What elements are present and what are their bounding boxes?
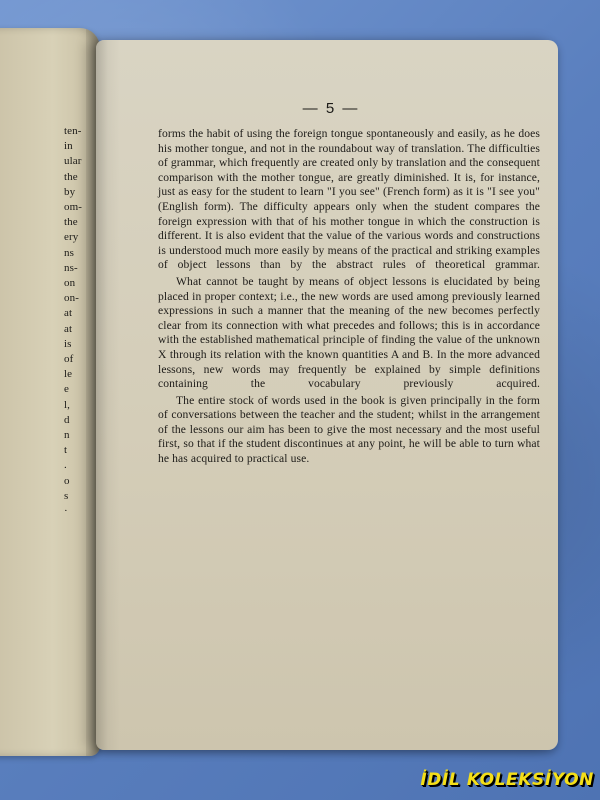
left-fragment: the bbox=[64, 216, 78, 229]
left-fragment: . bbox=[64, 459, 67, 472]
left-fragment: in bbox=[64, 140, 73, 153]
left-fragment: on bbox=[64, 277, 76, 290]
right-page bbox=[96, 40, 558, 750]
paragraph-3: The entire stock of words used in the book is given principally in the form of conversations between the teacher and the student; whilst in the arrangement of the lessons our aim has been to give the most necessary and the most useful first, so that if the student discontinues at any point, he will be able to turn what he has acquired to practical use. bbox=[158, 393, 540, 466]
watermark-text: İDİL KOLEKSİYON bbox=[420, 770, 594, 790]
left-fragment: om- bbox=[64, 201, 83, 214]
left-fragment: by bbox=[64, 185, 76, 198]
page-gutter-shadow bbox=[96, 40, 120, 750]
left-fragment: at bbox=[64, 322, 73, 335]
left-fragment: d bbox=[64, 413, 70, 426]
left-fragment: at bbox=[64, 307, 73, 320]
left-fragment: the bbox=[64, 170, 78, 183]
left-fragment: · bbox=[64, 505, 68, 518]
paragraph-1: forms the habit of using the foreign tongue spontaneously and easily, as he does his mother tongue, and not in the roundabout way of translation. The difficulties of grammar, which frequently are created only by translation and the consequent comparison with the mother tongue, are greatly diminished. It is, for instance, just as easy for the student to learn "I you see" (French form) as it is "I see you" (English form). The difficulty appears only when the student compares the foreign expression with that of his mother tongue in which the construction is different. It is also evident that the value of the various words and constructions is understood much more easily by means of the practical and striking examples of object lessons than by the abstract rules of theoretical grammar. bbox=[158, 127, 540, 272]
page-body-text bbox=[158, 127, 540, 467]
left-fragment: ten- bbox=[64, 125, 82, 137]
left-fragment: e bbox=[64, 383, 69, 396]
left-fragment: n bbox=[64, 429, 70, 442]
left-fragment: ns- bbox=[64, 261, 78, 274]
left-fragment: on- bbox=[64, 292, 79, 305]
left-fragment: o bbox=[64, 474, 70, 487]
left-fragment: is bbox=[64, 337, 72, 350]
left-page-text-fragments bbox=[64, 124, 94, 519]
left-fragment: ns bbox=[64, 246, 74, 259]
left-fragment: le bbox=[64, 368, 73, 381]
left-fragment: l, bbox=[64, 398, 71, 411]
left-fragment: of bbox=[64, 353, 74, 366]
paragraph-2: What cannot be taught by means of object lessons is elucidated by being placed in proper context; i.e., the new words are used among previously learned expressions in such a manner that the meaning of the new becomes perfectly clear from its connection with what precedes and follows; this is in accordance with the established mathematical principle of finding the value of the unknown X through its relation with the known quantities A and B. In the more advanced lessons, new words may frequently be explained by simple definitions containing the vocabulary previously acquired. bbox=[158, 274, 540, 391]
page-number: — 5 — bbox=[302, 100, 360, 117]
left-fragment: s bbox=[64, 489, 69, 502]
left-page bbox=[0, 28, 100, 756]
left-fragment: ery bbox=[64, 231, 79, 244]
left-fragment: t bbox=[64, 444, 68, 457]
left-fragment: ular bbox=[64, 155, 82, 168]
